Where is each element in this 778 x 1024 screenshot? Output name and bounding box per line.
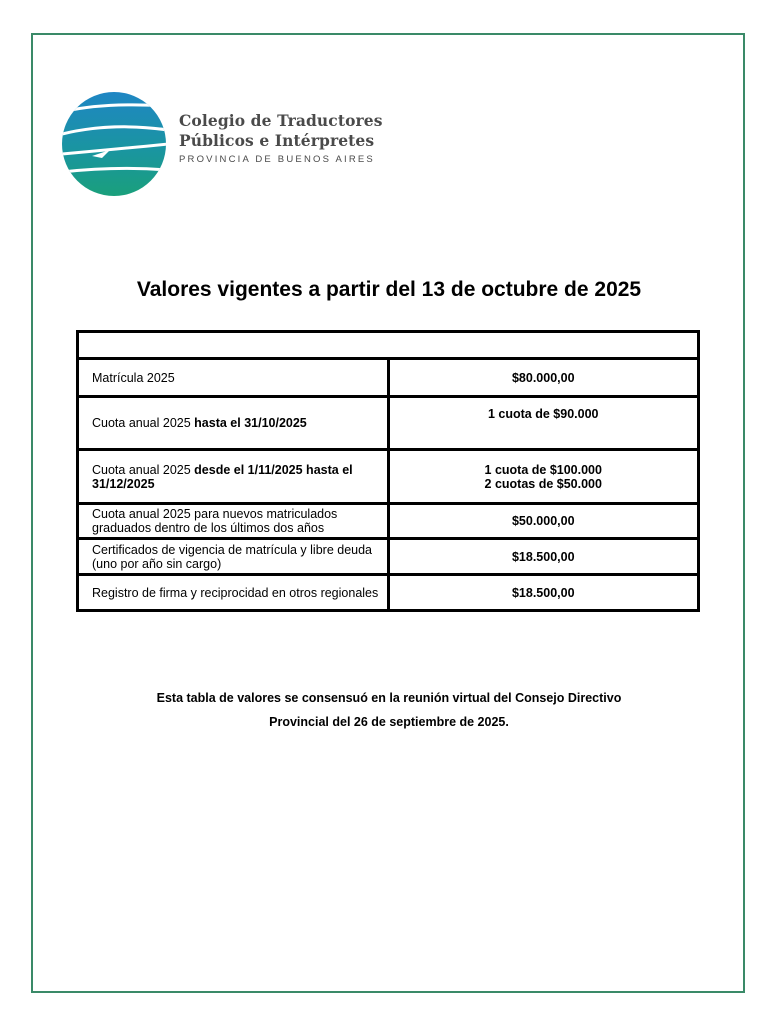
row-description-text: Matrícula 2025: [92, 370, 175, 385]
table-row: [78, 575, 699, 611]
row-description: [78, 504, 389, 539]
row-description-bold: desde el 1/11/2025 hasta el 31/12/2025: [92, 462, 353, 491]
row-amount: 1 cuota de $90.000: [388, 397, 699, 450]
fees-table: [76, 330, 700, 612]
row-amount: $50.000,00: [388, 504, 699, 539]
row-amount-line2: 2 cuotas de $50.000: [484, 476, 602, 491]
table-row: [78, 397, 699, 450]
row-amount: $18.500,00: [388, 575, 699, 611]
row-description-text: Cuota anual 2025: [92, 462, 195, 477]
row-description: [78, 450, 389, 504]
footer-line2: Provincial del 26 de septiembre de 2025.: [269, 715, 509, 729]
row-description: [78, 359, 389, 397]
globe-logo-icon: [62, 92, 168, 198]
row-description: [78, 539, 389, 575]
table-row: [78, 450, 699, 504]
row-description-text: Cuota anual 2025 para nuevos matriculados graduados dentro de los últimos dos años: [92, 507, 338, 535]
logo-name-line1: Colegio de Traductores: [179, 111, 383, 130]
footer-note: [0, 686, 778, 734]
page-title: Valores vigentes a partir del 13 de octubre de 2025: [136, 278, 642, 301]
row-amount: [388, 450, 699, 504]
row-amount-line1: 1 cuota de $100.000: [484, 462, 602, 477]
table-header-row: [78, 332, 699, 359]
row-description-text: Certificados de vigencia de matrícula y libre deuda (uno por año sin cargo): [92, 542, 373, 571]
row-description: [78, 575, 389, 611]
row-description: [78, 397, 389, 450]
row-description-bold: hasta el 31/10/2025: [194, 416, 307, 430]
row-description-text: Registro de firma y reciprocidad en otros regionales: [92, 585, 379, 600]
table-row: [78, 539, 699, 575]
organization-logo: [62, 92, 383, 198]
logo-province: PROVINCIA DE BUENOS AIRES: [179, 154, 375, 165]
table-row: [78, 359, 699, 397]
logo-name-line2: Públicos e Intérpretes: [179, 131, 375, 150]
row-amount: $18.500,00: [388, 539, 699, 575]
table-row: [78, 504, 699, 539]
row-description-text: Cuota anual 2025: [92, 416, 195, 430]
footer-line1: Esta tabla de valores se consensuó en la reunión virtual del Consejo Directivo: [156, 691, 622, 705]
table-header-cell: [78, 332, 699, 359]
row-amount: $80.000,00: [388, 359, 699, 397]
